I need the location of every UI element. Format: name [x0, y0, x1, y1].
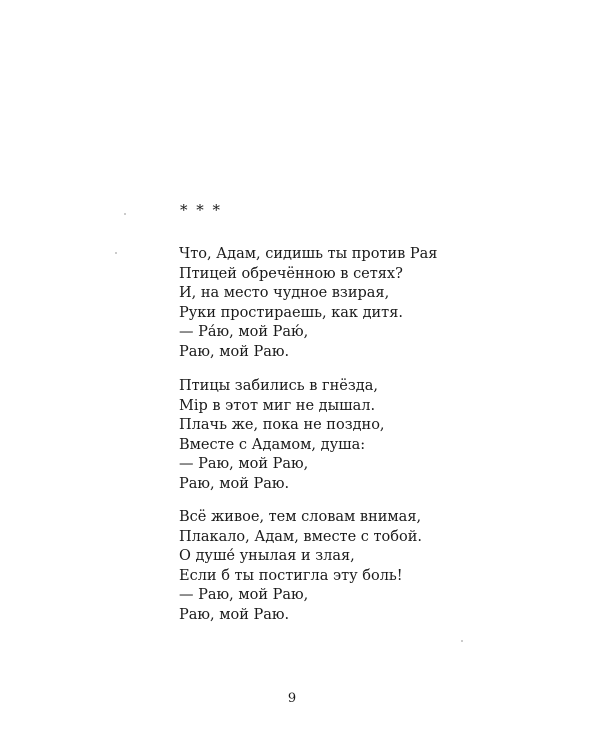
verse-line: Руки простираешь, как дитя. — [179, 304, 403, 321]
verse-line: Птицы забились в гнёзда, — [179, 378, 378, 394]
refrain-line: Раю, мой Раю. — [179, 475, 290, 492]
refrain-line: — Раю, мой Раю, — [179, 587, 309, 603]
refrain-line: Раю, мой Раю. — [179, 606, 290, 623]
refrain-line: — Ра́ю, мой Раю́, — [179, 324, 309, 340]
verse-line: Плакало, Адам, вместе с тобой. — [179, 528, 422, 545]
scan-speck — [124, 213, 126, 215]
verse-line: Мір в этот миг не дышал. — [179, 397, 376, 414]
stanza-1 — [179, 245, 437, 362]
verse-line: Птицей обречённою в сетях? — [179, 265, 403, 282]
verse-line: Всё живое, тем словам внимая, — [179, 509, 422, 525]
scan-speck — [115, 252, 117, 254]
page-number: 9 — [287, 691, 297, 706]
verse-line: И, на место чудное взирая, — [179, 285, 390, 301]
verse-line: О душе́ унылая и злая, — [179, 548, 355, 564]
section-asterism: * * * — [180, 201, 223, 219]
verse-line: Вместе с Адамом, душа: — [179, 436, 366, 453]
verse-line: Если б ты постигла эту боль! — [179, 567, 403, 584]
refrain-line: — Раю, мой Раю, — [179, 456, 309, 472]
stanza-3 — [179, 508, 422, 625]
verse-line: Плачь же, пока не поздно, — [179, 417, 385, 433]
scan-speck — [461, 640, 463, 642]
refrain-line: Раю, мой Раю. — [179, 343, 290, 360]
stanza-2 — [179, 377, 385, 494]
verse-line: Что, Адам, сидишь ты против Рая — [179, 246, 438, 262]
